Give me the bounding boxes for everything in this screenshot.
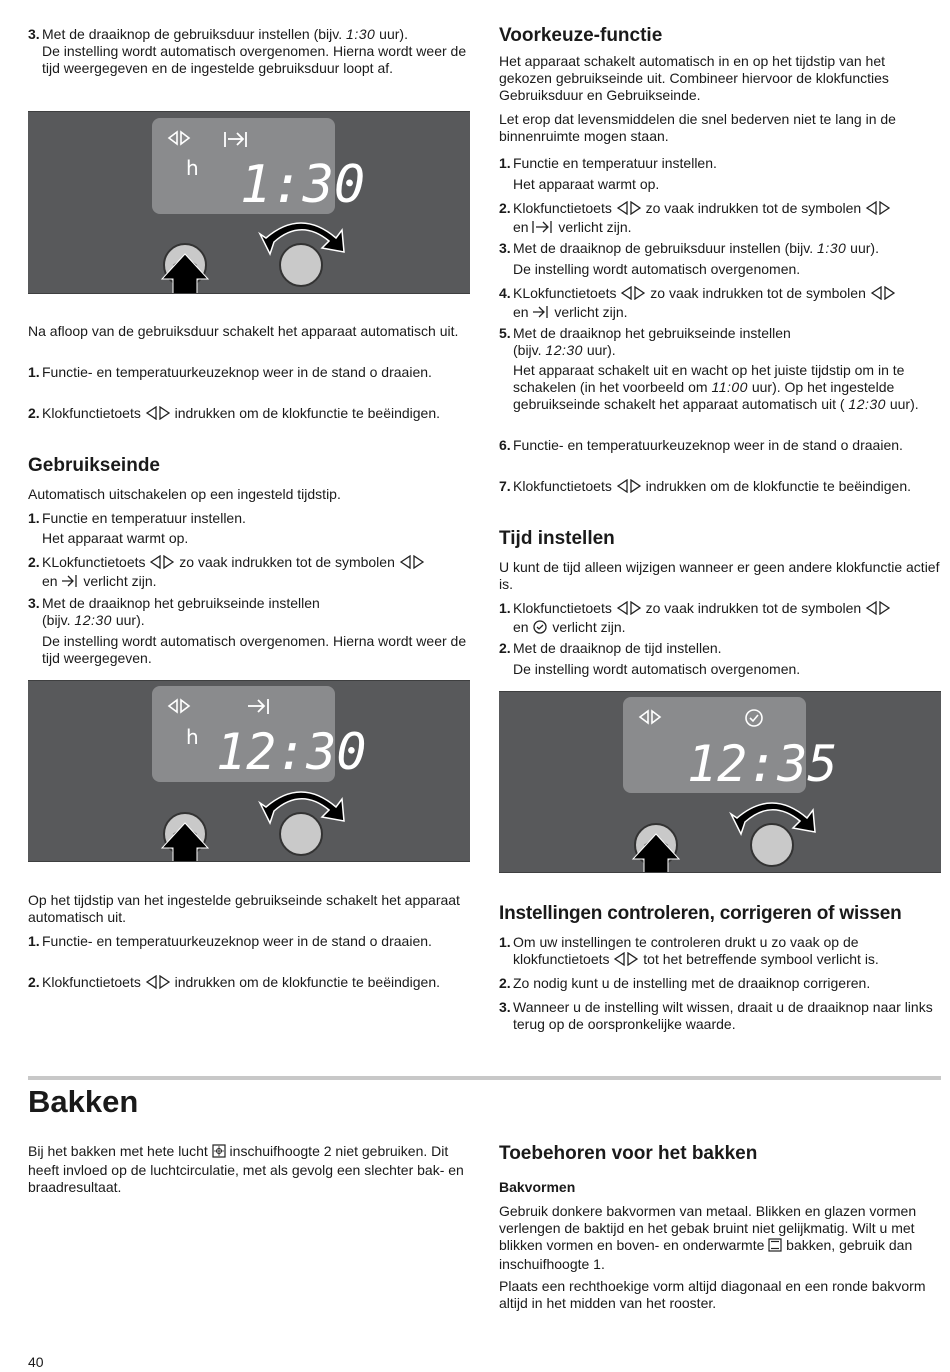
step-text: uur). — [375, 26, 408, 42]
clock-function-icon — [149, 555, 175, 573]
step-item — [499, 975, 941, 992]
step-text: Klokfunctietoets — [42, 405, 145, 421]
duration-indicator: h — [186, 156, 199, 180]
step-result: Het apparaat warmt op. — [42, 530, 189, 546]
time-readout: 1:30 — [240, 155, 366, 215]
end-time-icon — [61, 574, 79, 592]
paragraph-bakvormen — [499, 1203, 941, 1273]
body-text: Gebruik donkere bakvormen van metaal. Blikken en glazen vormen verlengen de baktijd en het gebak bruint niet gelijkmatig. Wilt u met blikken vormen en boven- en onderwarmte — [499, 1203, 917, 1253]
step-number: 3. — [499, 999, 511, 1015]
step-text: zo vaak indrukken tot de symbolen — [646, 285, 870, 301]
step-text: indrukken om de klokfunctie te beëindigen. — [170, 974, 441, 990]
step-item — [499, 999, 941, 1033]
step-text: Functie- en temperatuurkeuzeknop weer in de stand o draaien. — [513, 437, 903, 453]
body-text: inschuifhoogte 2 niet gebruiken. Dit heeft invloed op de luchtcirculatie, met als gevolg een slechter bak- en braadresultaat. — [28, 1143, 464, 1195]
step-text: tot het betreffende symbool verlicht is. — [639, 951, 879, 967]
heading-tijd-instellen: Tijd instellen — [499, 528, 615, 549]
duration-indicator: h — [186, 725, 199, 749]
step-text: uur). — [111, 612, 145, 628]
step-number: 2. — [499, 640, 511, 656]
step-item — [28, 974, 470, 993]
heading-gebruikseinde: Gebruikseinde — [28, 455, 160, 476]
step-item — [499, 200, 941, 238]
paragraph: Op het tijdstip van het ingestelde gebruikseinde schakelt het apparaat automatisch uit. — [28, 892, 460, 925]
display-value: 12:30 — [74, 612, 112, 628]
step-number: 2. — [28, 554, 40, 570]
clock-function-icon — [145, 406, 171, 424]
time-readout: 12:35 — [687, 735, 838, 793]
clock-function-icon — [616, 479, 642, 497]
step-number: 4. — [499, 285, 511, 301]
paragraph: Het apparaat schakelt automatisch in en op het tijdstip van het gekozen gebruikseinde uit. Combineer hiervoor de klokfuncties Gebruiksduur en Gebruikseinde. — [499, 53, 889, 103]
step-text: zo vaak indrukken tot de symbolen — [641, 200, 866, 216]
display-value: 12:30 — [545, 342, 583, 358]
step-number: 3. — [499, 240, 511, 256]
heading-bakvormen: Bakvormen — [499, 1179, 576, 1195]
step-text: Klokfunctietoets — [513, 200, 616, 216]
step-text: Zo nodig kunt u de instelling met de draaiknop corrigeren. — [513, 975, 871, 991]
heading-voorkeuze: Voorkeuze-functie — [499, 25, 663, 46]
step-number: 1. — [499, 600, 511, 616]
page-number: 40 — [28, 1354, 44, 1370]
oven-panel-duration — [28, 111, 470, 294]
step-number: 3. — [28, 595, 40, 611]
paragraph: Na afloop van de gebruiksduur schakelt het apparaat automatisch uit. — [28, 323, 459, 339]
time-readout: 12:30 — [216, 723, 367, 781]
step-text: en — [513, 304, 533, 320]
step-text: KLokfunctietoets — [513, 285, 621, 301]
step-number: 2. — [28, 405, 40, 421]
hot-air-icon — [212, 1144, 226, 1162]
step-text: en — [513, 219, 533, 235]
step-text: uur). — [885, 396, 919, 412]
step-item — [499, 437, 941, 454]
step-number: 1. — [499, 155, 511, 171]
clock-function-icon — [620, 286, 646, 304]
paragraph-placement: Plaats een rechthoekige vorm altijd diagonaal en een ronde bakvorm altijd in het midden van het rooster. — [499, 1278, 926, 1311]
step-text: (bijv. — [513, 342, 546, 358]
step-text: indrukken om de klokfunctie te beëindigen. — [641, 478, 912, 494]
display-value: 1:30 — [346, 26, 376, 42]
step-item — [499, 155, 941, 193]
step-text: (bijv. — [42, 612, 75, 628]
step-text: Met de draaiknop de gebruiksduur instellen (bijv. — [513, 240, 818, 256]
step-item — [28, 933, 470, 950]
step-text: Wanneer u de instelling wilt wissen, draait u de draaiknop naar links terug op de oorspronkelijke waarde. — [513, 999, 933, 1032]
clock-function-icon — [145, 975, 171, 993]
step-item — [499, 325, 941, 413]
display-value: 11:00 — [711, 379, 748, 395]
step-item — [499, 640, 941, 678]
clock-function-icon — [399, 555, 425, 573]
step-text: Klokfunctietoets — [513, 600, 616, 616]
step-text: Met de draaiknop de gebruiksduur instellen (bijv. — [42, 26, 347, 42]
step-text: Om uw instellingen te controleren drukt u zo vaak op de klokfunctietoets — [513, 934, 859, 967]
top-bottom-heat-icon — [768, 1238, 782, 1256]
step-text: zo vaak indrukken tot de symbolen — [641, 600, 866, 616]
step-result: De instelling wordt automatisch overgenomen. — [513, 261, 801, 277]
step-item — [28, 595, 470, 667]
step-item — [28, 364, 470, 381]
clock-function-icon — [613, 952, 639, 970]
step-text: Functie en temperatuur instellen. — [42, 510, 246, 526]
section-divider — [28, 1076, 941, 1080]
paragraph: Automatisch uitschakelen op een ingesteld tijdstip. — [28, 486, 341, 502]
step-text: verlicht zijn. — [554, 219, 632, 235]
step-text: uur). Op het ingestelde gebruikseinde schakelt het apparaat automatisch uit ( — [513, 379, 895, 412]
step-item — [499, 478, 941, 497]
step-result: De instelling wordt automatisch overgenomen. — [513, 661, 801, 677]
step-text: uur). — [582, 342, 616, 358]
step-item — [28, 510, 470, 547]
oven-panel-end-time — [28, 680, 470, 862]
paragraph-hot-air — [28, 1143, 470, 1196]
body-text: bakken, gebruik dan inschuifhoogte 1. — [499, 1237, 913, 1272]
step-result — [513, 362, 941, 413]
rotary-knob — [751, 824, 793, 866]
step-text: Klokfunctietoets — [42, 974, 145, 990]
step-item — [499, 285, 941, 323]
clock-function-icon — [616, 201, 642, 219]
heading-bakken: Bakken — [28, 1084, 139, 1119]
step-number: 1. — [499, 934, 511, 950]
clock-function-icon — [870, 286, 896, 304]
step-number: 2. — [499, 975, 511, 991]
step-text: KLokfunctietoets — [42, 554, 150, 570]
rotary-knob — [280, 813, 322, 855]
step-item — [499, 600, 941, 638]
step-set-duration — [28, 26, 470, 77]
step-text: verlicht zijn. — [548, 619, 626, 635]
step-text: en — [513, 619, 533, 635]
display-value: 1:30 — [817, 240, 847, 256]
step-text: Het apparaat schakelt uit en wacht op het juiste tijdstip om in te schakelen (in het voorbeeld om — [513, 362, 905, 395]
step-text: verlicht zijn. — [550, 304, 628, 320]
step-number: 1. — [28, 364, 40, 380]
step-item — [28, 405, 470, 424]
step-number: 1. — [28, 510, 40, 526]
clock-icon — [532, 620, 548, 638]
step-number: 1. — [28, 933, 40, 949]
duration-icon — [532, 220, 554, 238]
step-text: verlicht zijn. — [79, 573, 157, 589]
step-number: 5. — [499, 325, 511, 341]
clock-function-icon — [865, 201, 891, 219]
rotary-knob — [280, 244, 322, 286]
step-text: Functie- en temperatuurkeuzeknop weer in de stand o draaien. — [42, 933, 432, 949]
step-item — [499, 240, 941, 278]
step-text: De instelling wordt automatisch overgenomen. Hierna wordt weer de tijd weergegeven en de ingestelde gebruiksduur loopt af. — [42, 43, 467, 76]
end-time-icon — [532, 305, 550, 323]
step-item — [28, 554, 470, 592]
step-text: Met de draaiknop de tijd instellen. — [513, 640, 722, 656]
heading-toebehoren: Toebehoren voor het bakken — [499, 1143, 758, 1164]
step-number: 2. — [499, 200, 511, 216]
step-number: 3. — [28, 26, 40, 42]
step-text: indrukken om de klokfunctie te beëindigen. — [170, 405, 441, 421]
step-number: 2. — [28, 974, 40, 990]
step-item — [499, 934, 941, 970]
step-result: Het apparaat warmt op. — [513, 176, 660, 192]
step-text: en — [42, 573, 62, 589]
oven-panel-set-time — [499, 691, 941, 873]
step-text: Met de draaiknop het gebruikseinde instellen — [513, 325, 791, 341]
paragraph: Let erop dat levensmiddelen die snel bederven niet te lang in de binnenruimte mogen staan. — [499, 111, 896, 144]
heading-instellingen: Instellingen controleren, corrigeren of wissen — [499, 903, 902, 924]
step-result: De instelling wordt automatisch overgenomen. Hierna wordt weer de tijd weergegeven. — [42, 633, 467, 666]
body-text: Bij het bakken met hete lucht — [28, 1143, 212, 1159]
step-text: Functie- en temperatuurkeuzeknop weer in de stand o draaien. — [42, 364, 432, 380]
paragraph: U kunt de tijd alleen wijzigen wanneer er geen andere klokfunctie actief is. — [499, 559, 940, 592]
step-text: zo vaak indrukken tot de symbolen — [175, 554, 399, 570]
step-text: uur). — [846, 240, 879, 256]
clock-function-icon — [616, 601, 642, 619]
step-number: 6. — [499, 437, 511, 453]
step-number: 7. — [499, 478, 511, 494]
step-text: Functie en temperatuur instellen. — [513, 155, 717, 171]
step-text: Klokfunctietoets — [513, 478, 616, 494]
step-text: Met de draaiknop het gebruikseinde instellen — [42, 595, 320, 611]
clock-function-icon — [865, 601, 891, 619]
display-value: 12:30 — [848, 396, 886, 412]
